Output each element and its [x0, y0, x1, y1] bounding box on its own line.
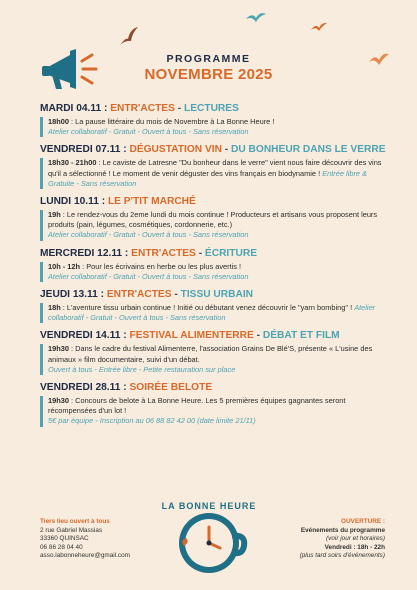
event-subtitle: TISSU URBAIN — [180, 289, 254, 301]
event-date: VENDREDI 07.11 : — [40, 144, 127, 156]
page-title: PROGRAMME — [166, 53, 251, 65]
event-time: 19h30 — [48, 396, 69, 406]
bird-icon — [245, 10, 267, 26]
opening-line2: (voir jour et horaires) — [326, 535, 385, 543]
event-time: 18h30 - 21h00 — [48, 158, 97, 168]
event-date: LUNDI 10.11 : — [40, 196, 106, 208]
event-item — [40, 288, 385, 323]
event-subtitle: LECTURES — [183, 103, 239, 114]
event-subtitle: DÉBAT ET FILM — [262, 330, 340, 342]
event-description — [40, 262, 385, 282]
page-month: NOVEMBRE 2025 — [144, 66, 273, 83]
event-header — [40, 329, 385, 342]
event-description — [40, 303, 385, 323]
event-meta: Atelier collaboratif - Gratuit - Ouvert à tous - Sans réservation — [48, 230, 249, 240]
event-separator: - — [253, 330, 263, 342]
venue-label: Tiers lieu ouvert à tous — [40, 518, 110, 525]
event-item — [40, 143, 385, 189]
event-description — [40, 117, 385, 137]
event-item — [40, 329, 385, 375]
opening-label: OUVERTURE : — [340, 518, 385, 525]
event-date: MERCREDI 12.11 : — [40, 247, 129, 259]
opening-hours — [265, 518, 385, 561]
event-time: 10h - 12h — [48, 261, 81, 271]
logo-text: LA BONNE HEURE — [161, 501, 257, 511]
event-category: FESTIVAL ALIMENTERRE — [129, 330, 254, 342]
event-date: JEUDI 13.11 : — [40, 289, 104, 301]
event-separator: - — [221, 144, 231, 156]
event-header — [40, 102, 385, 115]
event-time: 18h — [48, 303, 61, 313]
event-separator: - — [171, 289, 181, 301]
event-text: : L'aventure tissu urbain continue ! Initié ou débutant venez découvrir le "yarn bombing" ! — [60, 303, 353, 313]
event-category: SOIRÉE BELOTE — [129, 382, 213, 394]
event-item — [40, 247, 385, 282]
opening-line3: Vendredi : 18h - 22h — [324, 543, 385, 551]
event-subtitle: ÉCRITURE — [204, 247, 257, 259]
event-category: LE P'TIT MARCHÉ — [107, 196, 196, 208]
venue-info — [40, 518, 160, 561]
event-item — [40, 195, 385, 241]
event-category: ENTR'ACTES — [106, 289, 172, 301]
event-date: VENDREDI 28.11 : — [40, 382, 127, 394]
event-item — [40, 102, 385, 137]
event-category: ENTR'ACTES — [131, 247, 196, 259]
venue-address-line1: 2 rue Gabriel Massias — [40, 526, 103, 534]
event-category: DÉGUSTATION VIN — [129, 144, 222, 156]
venue-phone: 06 86 28 04 40 — [40, 543, 83, 551]
event-header — [40, 381, 385, 394]
event-item — [40, 381, 385, 427]
event-description — [40, 158, 385, 189]
la-bonne-heure-logo — [160, 496, 258, 582]
event-header — [40, 288, 385, 301]
event-text: : Dans le cadre du festival Alimenterre, l'association Grains De Blé'S, présente « L'usine des animaux » film documentaire, suivi d'un débat. — [48, 344, 373, 364]
event-time: 19h30 — [48, 344, 69, 354]
venue-address-line2: 33360 QUINSAC — [40, 535, 89, 543]
event-description — [40, 210, 385, 241]
event-category: ENTR'ACTES — [110, 103, 175, 114]
event-meta: Ouvert à tous - Entrée libre - Petite restauration sur place — [48, 364, 236, 374]
event-header — [40, 143, 385, 156]
bird-icon — [118, 25, 140, 49]
event-date: VENDREDI 14.11 : — [40, 330, 127, 342]
event-separator: - — [174, 103, 184, 114]
event-meta: Atelier collaboratif - Gratuit - Ouvert à tous - Sans réservation — [48, 127, 249, 137]
event-time: 18h00 — [48, 117, 69, 126]
event-description — [40, 344, 385, 375]
opening-line1: Evénements du programme — [300, 526, 385, 534]
event-text: : Le rendez-vous du 2eme lundi du mois continue ! Producteurs et artisans vous proposent leurs produits (pain, légumes, cosmétiques, cordonnerie, etc.) — [48, 210, 378, 230]
event-text: : Concours de belote à La Bonne Heure. Les 5 premières équipes gagnantes seront récompensées d'un lot ! — [48, 396, 346, 416]
event-text: : Pour les écrivains en herbe ou les plus avertis ! — [80, 261, 242, 271]
event-description — [40, 396, 385, 427]
opening-line4: (plus tard soirs d'événements) — [299, 552, 385, 560]
event-text: : Le caviste de Latresne "Du bonheur dans le verre" vient nous faire découvrir des vins qu'il a sélectionné ! Le moment de venir déguster des vins français en biodynamie ! — [48, 158, 382, 178]
event-time: 19h — [48, 210, 61, 220]
event-header — [40, 247, 385, 260]
event-meta: Atelier collaboratif - Gratuit - Ouvert à tous - Sans réservation — [48, 303, 376, 323]
event-separator: - — [195, 247, 205, 259]
event-meta: Atelier collaboratif - Gratuit - Ouvert à tous - Sans réservation — [48, 271, 249, 281]
event-date: MARDI 04.11 : — [40, 103, 108, 114]
venue-email[interactable]: asso.labonneheure@gmail.com — [40, 552, 130, 560]
event-meta: Entrée libre & Gratuite - Sans réservation — [48, 168, 367, 188]
bird-icon — [310, 20, 328, 34]
event-text: : La pause littéraire du mois de Novembre à La Bonne Heure ! — [68, 117, 275, 126]
event-meta: 5€ par équipe - Inscription au 06 88 82 42 00 (date limite 21/11) — [48, 416, 256, 426]
event-list — [40, 102, 385, 433]
event-header — [40, 195, 385, 208]
event-subtitle: DU BONHEUR DANS LE VERRE — [231, 144, 386, 156]
